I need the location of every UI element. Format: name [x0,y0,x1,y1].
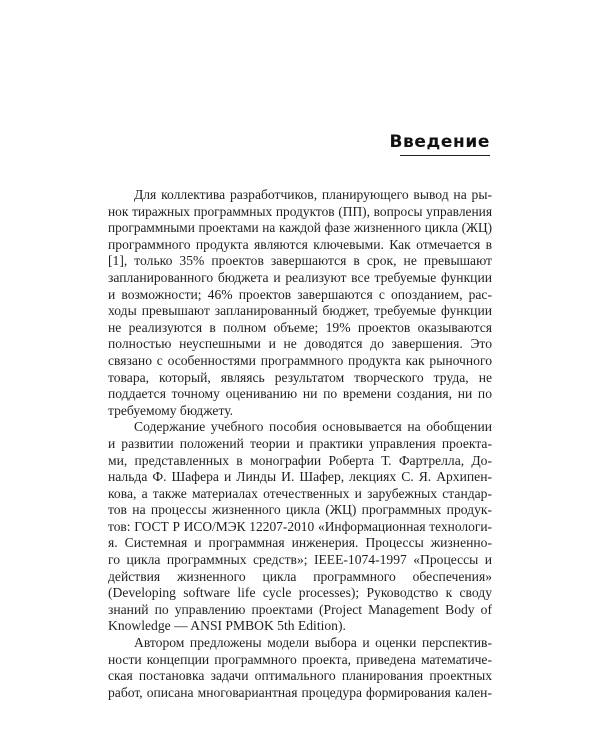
text-line: товара, который, являясь результатом творческого труда, не [108,369,492,385]
text-line: го цикла программных средств»; IEEE-1074-1997 «Процессы и [108,552,492,568]
text-line: полностью неуспешными и не доводятся до завершения. Это [108,336,492,352]
text-line: нальда Ф. Шафера и Линды И. Шафер, лекциях С. Я. Архипен- [108,469,492,485]
text-line: ская постановка задачи оптимального планирования проектных [108,668,492,684]
text-line: поддается точному оцениванию ни по времени создания, ни по [108,386,492,402]
text-line: тов на процессы жизненного цикла (ЖЦ) программных продук- [108,502,492,518]
text-line: ми, представленных в монографии Роберта Т. Фартрелла, До- [108,452,492,468]
text-line: программными проектами на каждой фазе жизненного цикла (ЖЦ) [108,220,492,236]
text-line: запланированного бюджета и реализуют все требуемые функции [108,269,492,285]
text-line: Knowledge — ANSI PMBOK 5th Edition). [108,618,346,634]
body-text [108,187,492,701]
text-line: знаний по управлению проектами (Project Management Body of [108,601,492,617]
text-line: Автором предложены модели выбора и оценки перспектив- [134,635,492,651]
text-line: связано с особенностями программного продукта как рыночного [108,352,492,368]
text-line: ходы превышают запланированный бюджет, требуемые функции [108,303,492,319]
text-line: ности концепции программного проекта, приведена математиче- [108,651,492,667]
text-line: я. Системная и программная инженерия. Процессы жизненно- [108,535,492,551]
text-line: работ, описана многовариантная процедура формирования кален- [108,684,492,700]
page-title: Введение [389,132,490,152]
text-line: не реализуются в полном объеме; 19% проектов оказываются [108,319,492,335]
text-line: кова, а также материалах отечественных и зарубежных стандар- [108,485,492,501]
text-line: требуемому бюджету. [108,402,234,418]
text-line: действия жизненного цикла программного обеспечения» [108,568,492,584]
text-line: [1], только 35% проектов завершаются в срок, не превышают [108,253,492,269]
text-line: тов: ГОСТ Р ИСО/МЭК 12207-2010 «Информационная технологи- [108,518,492,534]
title-underline [400,155,490,156]
text-line: нок тиражных программных продуктов (ПП), вопросы управления [108,203,492,219]
text-line: и развитии положений теории и практики управления проекта- [108,435,492,451]
text-line: (Developing software life cycle processes); Руководство к своду [108,585,492,601]
text-line: программного продукта являются ключевыми. Как отмечается в [108,236,492,252]
text-line: Содержание учебного пособия основывается на обобщении [134,419,492,435]
text-line: Для коллектива разработчиков, планирующего вывод на ры- [134,187,492,202]
text-line: и возможности; 46% проектов завершаются с опозданием, рас- [108,286,492,302]
